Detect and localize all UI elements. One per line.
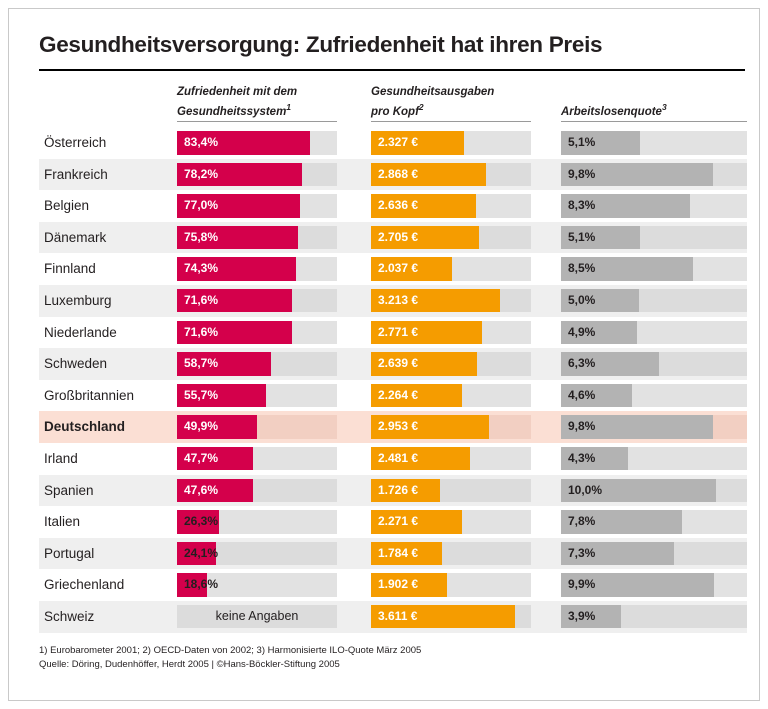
bar-value-label: 4,6% bbox=[568, 387, 596, 402]
table-row bbox=[39, 443, 747, 475]
footnote-credit: Quelle: Döring, Dudenhöffer, Herdt 2005 | ©Hans-Böckler-Stiftung 2005 bbox=[39, 659, 340, 670]
bar-value-label: 2.636 € bbox=[378, 198, 419, 213]
column-header-rule bbox=[561, 121, 747, 122]
row-label-schweiz: Schweiz bbox=[44, 608, 95, 624]
bar-value-label: 6,3% bbox=[568, 356, 596, 371]
table-row bbox=[39, 127, 747, 159]
row-label-italien: Italien bbox=[44, 514, 81, 530]
no-data-label: keine Angaben bbox=[215, 608, 299, 623]
bar-value-label: 10,0% bbox=[568, 482, 603, 497]
bar-value-label: 3,9% bbox=[568, 608, 596, 623]
bar-value-label: 1.784 € bbox=[378, 545, 419, 560]
bar-value-label: 71,6% bbox=[184, 292, 219, 307]
bar-value-label: 4,3% bbox=[568, 450, 596, 465]
row-label-frankreich: Frankreich bbox=[44, 166, 108, 182]
row-label-niederlande: Niederlande bbox=[44, 324, 117, 340]
bar-value-label: 1.726 € bbox=[378, 482, 419, 497]
table-row bbox=[39, 159, 747, 191]
bar-value-label: 2.271 € bbox=[378, 514, 419, 529]
bar-value-label: 47,6% bbox=[184, 482, 219, 497]
bar-value-label: 5,1% bbox=[568, 135, 596, 149]
row-label-deutschland: Deutschland bbox=[44, 419, 126, 435]
bar-value-label: 2.639 € bbox=[378, 356, 419, 371]
bar-value-label: 58,7% bbox=[184, 356, 219, 371]
bar-value-label: 2.771 € bbox=[378, 324, 419, 339]
table-row bbox=[39, 317, 747, 349]
bar-value-label: 2.264 € bbox=[378, 387, 419, 402]
bar-value-label: 47,7% bbox=[184, 450, 219, 465]
row-label-sterreich: Österreich bbox=[44, 135, 107, 150]
bar-value-label: 74,3% bbox=[184, 261, 219, 276]
bar-value-label: 18,6% bbox=[184, 577, 219, 592]
row-label-luxemburg: Luxemburg bbox=[44, 292, 112, 308]
bar-value-label: 2.705 € bbox=[378, 229, 419, 244]
bar-value-label: 2.953 € bbox=[378, 419, 419, 434]
row-label-belgien: Belgien bbox=[44, 198, 90, 214]
table-row bbox=[39, 538, 747, 570]
bar-value-label: 2.327 € bbox=[378, 135, 419, 149]
footnote-sources: 1) Eurobarometer 2001; 2) OECD-Daten von 2002; 3) Harmonisierte ILO-Quote März 2005 bbox=[39, 645, 422, 656]
bar-value-label: 8,5% bbox=[568, 261, 596, 276]
table-row bbox=[39, 475, 747, 507]
column-header-satisfaction: Zufriedenheit mit dem Gesundheitssystem$^1$ bbox=[177, 86, 298, 118]
bar-value-label: 55,7% bbox=[184, 387, 219, 402]
row-label-grobritannien: Großbritannien bbox=[44, 387, 135, 403]
row-label-schweden: Schweden bbox=[44, 356, 108, 372]
row-label-dnemark: Dänemark bbox=[44, 229, 107, 245]
bar-value-label: 3.611 € bbox=[378, 608, 418, 623]
bar-value-label: 2.868 € bbox=[378, 166, 419, 181]
table-row bbox=[39, 348, 747, 380]
bar-value-label: 7,8% bbox=[568, 514, 596, 529]
bar-value-label: 9,8% bbox=[568, 166, 596, 181]
table-row bbox=[39, 601, 747, 633]
table-row bbox=[39, 285, 747, 317]
chart-frame bbox=[8, 8, 760, 701]
chart-rows bbox=[39, 127, 747, 633]
bar-value-label: 83,4% bbox=[184, 135, 219, 149]
bar-value-label: 2.481 € bbox=[378, 450, 419, 465]
table-row bbox=[39, 569, 747, 601]
bar-value-label: 5,0% bbox=[568, 292, 596, 307]
bar-value-label: 9,9% bbox=[568, 577, 596, 592]
column-header-rule bbox=[371, 121, 531, 122]
column-header-rule bbox=[177, 121, 337, 122]
row-label-irland: Irland bbox=[44, 450, 78, 466]
bar-value-label: 4,9% bbox=[568, 324, 596, 339]
bar-value-label: 26,3% bbox=[184, 514, 219, 529]
row-label-finnland: Finnland bbox=[44, 261, 96, 277]
column-headers bbox=[9, 85, 768, 125]
table-row bbox=[39, 411, 747, 443]
column-header-unemployment: Arbeitslosenquote$^3$ bbox=[561, 102, 667, 118]
column-header-spending: Gesundheitsausgaben pro Kopf$^2$ bbox=[371, 86, 495, 118]
table-row bbox=[39, 253, 747, 285]
bar-value-label: 78,2% bbox=[184, 166, 219, 181]
bar-value-label: 7,3% bbox=[568, 545, 596, 560]
row-label-griechenland: Griechenland bbox=[44, 577, 125, 593]
bar-value-label: 77,0% bbox=[184, 198, 219, 213]
table-row bbox=[39, 222, 747, 254]
bar-value-label: 49,9% bbox=[184, 419, 219, 434]
row-label-spanien: Spanien bbox=[44, 482, 94, 498]
bar-value-label: 3.213 € bbox=[378, 292, 419, 307]
title-divider bbox=[39, 69, 745, 71]
bar-value-label: 1.902 € bbox=[378, 577, 419, 592]
bar-value-label: 8,3% bbox=[568, 198, 596, 213]
bar-value-label: 2.037 € bbox=[378, 261, 419, 276]
row-label-portugal: Portugal bbox=[44, 545, 95, 561]
bar-value-label: 9,8% bbox=[568, 419, 596, 434]
bar-value-label: 75,8% bbox=[184, 229, 219, 244]
footnotes bbox=[39, 644, 421, 672]
page-title: Gesundheitsversorgung: Zufriedenheit hat ihren Preis bbox=[39, 32, 603, 57]
table-row bbox=[39, 506, 747, 538]
table-row bbox=[39, 190, 747, 222]
bar-value-label: 24,1% bbox=[184, 545, 219, 560]
bar-value-label: 5,1% bbox=[568, 229, 596, 244]
table-row bbox=[39, 380, 747, 412]
bar-value-label: 71,6% bbox=[184, 324, 219, 339]
